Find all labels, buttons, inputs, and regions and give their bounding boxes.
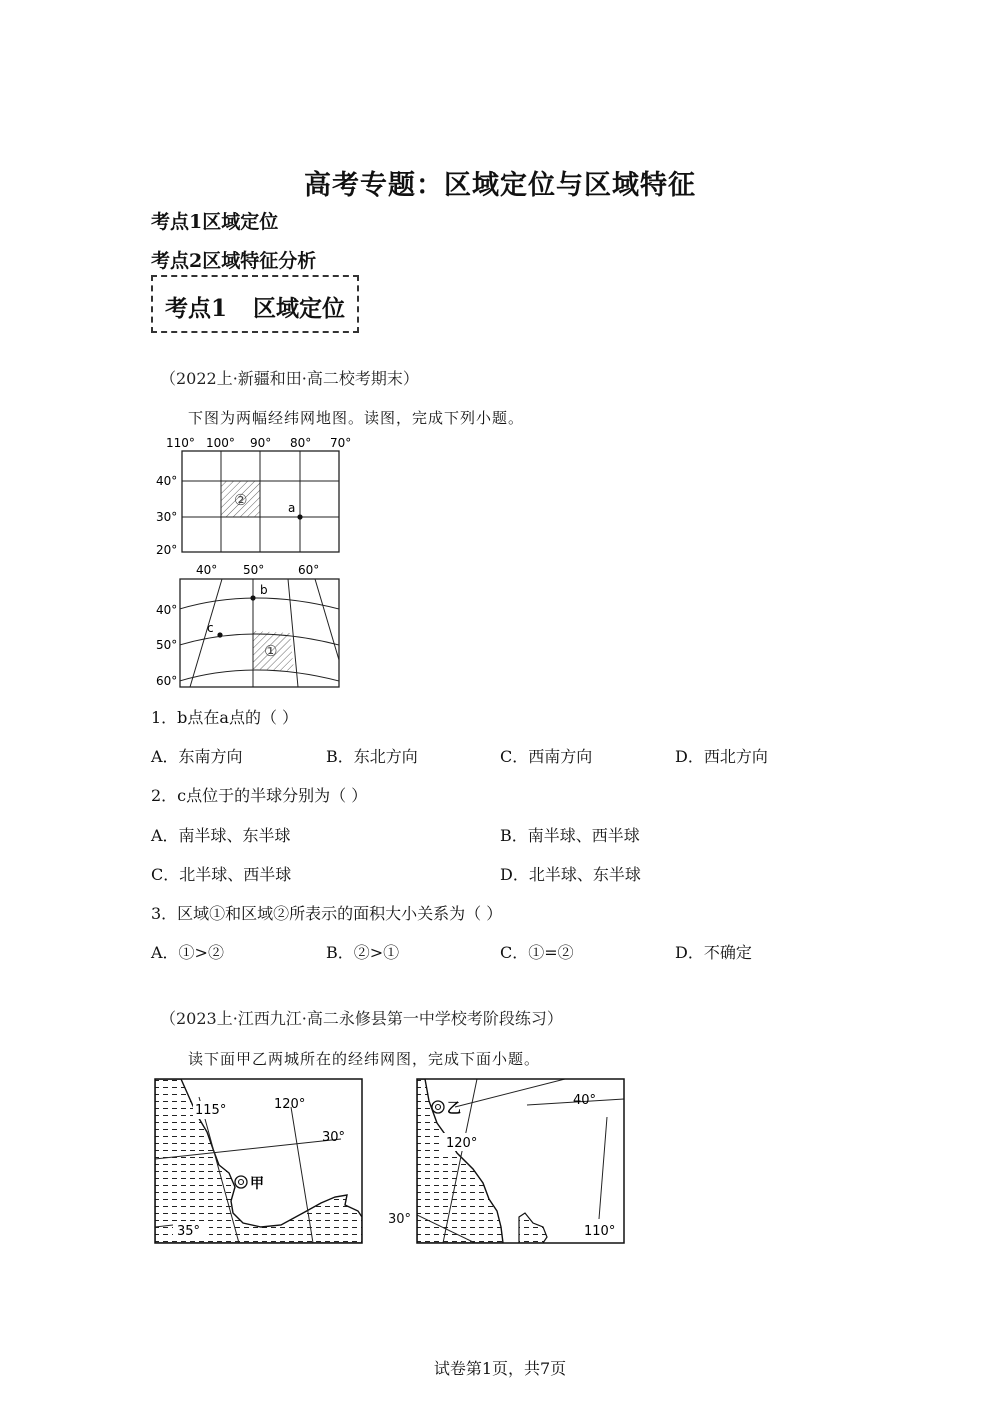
lat-label: 50° (156, 638, 178, 652)
lon-label: 60° (298, 563, 320, 577)
q1-option-c[interactable]: C．西南方向 (500, 747, 593, 766)
group2-intro: 读下面甲乙两城所在的经纬网图，完成下面小题。 (188, 1050, 541, 1068)
lon-label: 40° (196, 563, 218, 577)
graticule-map-bottom (150, 560, 360, 690)
point-a (297, 514, 302, 519)
lat-label: 20° (156, 543, 178, 557)
point-c-label: c (207, 621, 214, 635)
question-2-stem: 2．c点位于的半球分别为（ ） (151, 786, 368, 805)
outline-item-1: 考点1区域定位 (151, 211, 279, 233)
section-box (151, 275, 359, 333)
lon-label: 110° (166, 436, 195, 450)
lon-label: 80° (290, 436, 312, 450)
question-1-stem: 1．b点在a点的（ ） (151, 708, 299, 727)
q1-option-b[interactable]: B．东北方向 (326, 747, 418, 766)
q3-option-b[interactable]: B．②>① (326, 943, 400, 962)
lat-label: 40° (573, 1093, 597, 1108)
section-box-name: 区域定位 (253, 295, 345, 322)
point-b-label: b (260, 583, 268, 597)
section-box-label: 考点1 (165, 295, 228, 322)
q2-option-a[interactable]: A．南半球、东半球 (151, 826, 291, 845)
region-2-label: ② (234, 491, 248, 509)
lon-label: 100° (206, 436, 235, 450)
grid-lines (182, 451, 339, 552)
page-title: 高考专题：区域定位与区域特征 (304, 170, 696, 201)
lon-label: 115° (195, 1103, 227, 1118)
city-yi-label: 乙 (447, 1101, 461, 1117)
map-yi (415, 1077, 627, 1247)
q1-option-a[interactable]: A．东南方向 (151, 747, 243, 766)
lat-label: 60° (156, 674, 178, 688)
city-jia-label: 甲 (250, 1176, 264, 1192)
q3-option-a[interactable]: A．①>② (151, 943, 224, 962)
lat-label: 40° (156, 603, 178, 617)
q2-option-c[interactable]: C．北半球、西半球 (151, 865, 292, 884)
graticule-map-top (150, 430, 360, 560)
group1-intro: 下图为两幅经纬网地图。读图，完成下列小题。 (188, 409, 525, 427)
group1-source: （2022上·新疆和田·高二校考期末） (160, 369, 419, 388)
q3-option-c[interactable]: C．①=② (500, 943, 574, 962)
region-1-label: ① (264, 642, 278, 660)
lat-label: 30° (322, 1130, 346, 1145)
page-footer: 试卷第1页，共7页 (433, 1359, 567, 1378)
lat-label: 35° (177, 1224, 201, 1239)
city-jia-marker (235, 1176, 247, 1188)
q2-option-b[interactable]: B．南半球、西半球 (500, 826, 640, 845)
lon-label: 70° (330, 436, 352, 450)
point-a-label: a (288, 501, 296, 515)
outline-item-2: 考点2区域特征分析 (151, 250, 317, 272)
q2-option-d[interactable]: D．北半球、东半球 (500, 865, 641, 884)
lon-label: 90° (250, 436, 272, 450)
lon-label: 110° (584, 1224, 616, 1239)
lat-label: 30° (156, 510, 178, 524)
question-3-stem: 3．区域①和区域②所表示的面积大小关系为（ ） (151, 904, 503, 923)
lon-label: 50° (243, 563, 265, 577)
island (519, 1213, 547, 1243)
map-jia (153, 1077, 365, 1247)
lat-label-30: 30° (388, 1212, 412, 1227)
lat-label: 40° (156, 474, 178, 488)
point-b (250, 595, 255, 600)
lon-label: 120° (274, 1097, 306, 1112)
q1-option-d[interactable]: D．西北方向 (675, 747, 768, 766)
sea-area (155, 1079, 362, 1243)
group2-source: （2023上·江西九江·高二永修县第一中学校考阶段练习） (160, 1009, 563, 1028)
city-yi-marker (432, 1101, 444, 1113)
lon-label: 120° (446, 1136, 478, 1151)
point-c (217, 632, 222, 637)
q3-option-d[interactable]: D．不确定 (675, 943, 752, 962)
